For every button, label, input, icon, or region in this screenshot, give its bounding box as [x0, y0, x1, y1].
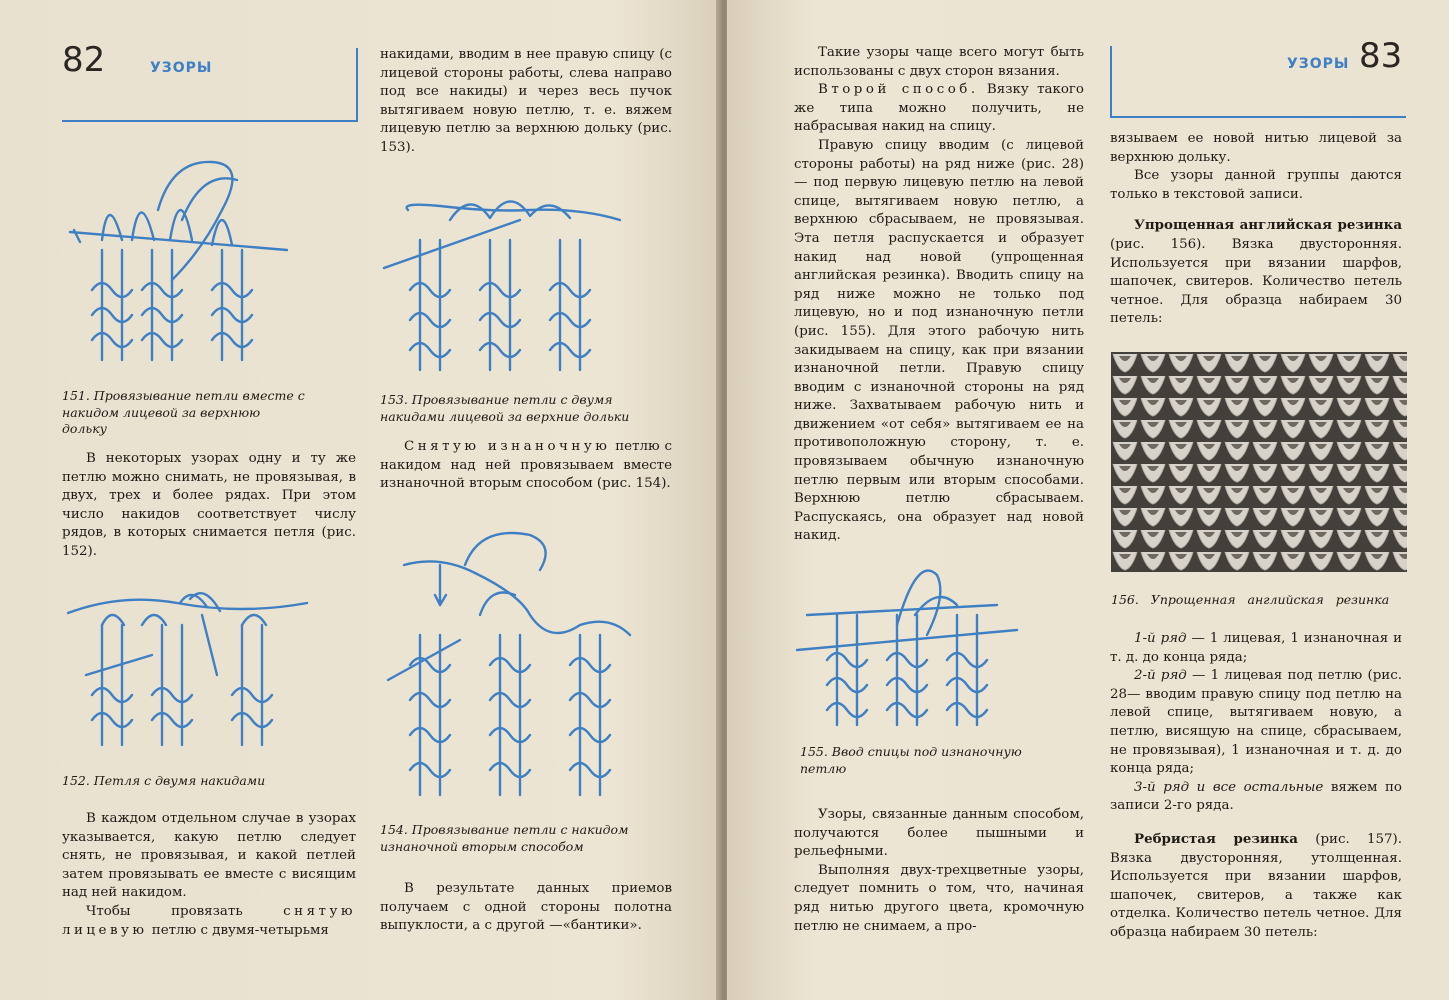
pattern-row: 1-й ряд — 1 лицевая, 1 изнаночная и т. д. до конца ряда;: [1110, 631, 1402, 665]
page-number: 83: [1359, 36, 1403, 76]
paragraph: Снятую изнаночную петлю с накидом над ней провязываем вместе изнаночной вторым способом (рис. 154).: [380, 439, 672, 492]
left-col1-text2: [62, 810, 356, 940]
fig152-caption: 152. Петля с двумя накидами: [62, 773, 266, 788]
paragraph: Ребристая резинка (рис. 157). Вязка двусторонняя, утолщенная. Используется при вязании шарфов, шапочек, свитеров, а также как отделка. Количество петель четное. Для образца набираем 30 петель:: [1110, 830, 1402, 940]
left-page: [0, 0, 722, 1000]
header-rule-vertical: [1110, 46, 1112, 118]
fig151-knitting-diagram-icon: [62, 150, 302, 380]
fig153-caption: 153. Провязывание петли с двумя накидами лицевой за верхние дольки: [380, 392, 630, 424]
section-heading: Упрощенная английская резинка: [1134, 217, 1402, 234]
fig151-caption: 151. Провязывание петли вместе с накидом лицевой за верхнюю дольку: [62, 388, 305, 436]
paragraph: вязываем ее новой нитью лицевой за верхнюю дольку.: [1110, 131, 1402, 165]
paragraph: Узоры, связанные данным способом, получаются более пышными и рельефными.: [794, 807, 1084, 860]
paragraph: Второй способ. Вязку такого же типа можно получить, не набрасывая накид на спицу.: [794, 82, 1084, 135]
right-col1-text2: [794, 806, 1084, 936]
paragraph: В результате данных приемов получаем с одной стороны полотна выпуклости, а с другой —«бантики».: [380, 881, 672, 934]
left-col2-para1: [380, 46, 672, 158]
paragraph: накидами, вводим в нее правую спицу (с лицевой стороны работы, слева направо под все накиды) и через весь пучок вытягиваем новую петлю, т. е. вяжем лицевую петлю за верхнюю дольку (рис. 153).: [380, 47, 672, 155]
right-page: [727, 0, 1449, 1000]
left-col2-para3: [380, 880, 672, 936]
right-col1-text: [794, 44, 1084, 546]
paragraph: Все узоры данной группы даются только в текстовой записи.: [1110, 168, 1402, 202]
header-rule: [1110, 116, 1406, 118]
fig153-knitting-diagram-icon: [380, 180, 630, 375]
fig154-knitting-diagram-icon: [380, 525, 650, 810]
running-head: УЗОРЫ: [150, 60, 213, 76]
fig152-knitting-diagram-icon: [62, 585, 312, 760]
paragraph: Упрощенная английская резинка (рис. 156). Вязка двусторонняя. Используется при вязании шарфов, шапочек, свитеров. Количество петель четное. Для образца набираем 30 петель:: [1110, 217, 1402, 327]
right-col2-text1: [1110, 130, 1402, 329]
pattern-row: 3-й ряд и все остальные вяжем по записи 2-го ряда.: [1110, 779, 1402, 814]
fig155-caption: 155. Ввод спицы под изнаночную петлю: [800, 744, 1022, 776]
paragraph: В некоторых узорах одну и ту же петлю можно снимать, не провязывая, в двух, трех и более рядах. При этом число накидов соответствует числу рядов, в которых снимается петля (рис. 152).: [62, 451, 356, 559]
pattern-row: 2-й ряд — 1 лицевая под петлю (рис. 28— вводим правую спицу под петлю на левой спице, вытягиваем новую, а петлю, висящую на спице, сбрасываем, не провязывая), 1 изнаночная и т. д. до конца ряда;: [1110, 668, 1402, 777]
fig156-caption: 156. Упрощенная английская резинка: [1111, 592, 1390, 607]
paragraph: Правую спицу вводим (с лицевой стороны работы) на ряд ниже (рис. 28)— под первую лицевую петлю на левой спице, вытягиваем новую петлю, а верхнюю сбрасываем, не провязывая. Эта петля распускается и образует накид над новой (упрощенная английская резинка). Вводить спицу на ряд ниже можно не только под лицевую, но и под изнаночную петли (рис. 155). Для этого рабочую нить закидываем на спицу, как при вязании изнаночной петли. Правую спицу вводим с изнаночной стороны на ряд ниже. Захватываем рабочую нить и движением «от себя» вытягиваем ее на противоположную сторону, т. е. провязываем обычную изнаночную петлю первым или вторым способами. Верхнюю петлю сбрасываем. Распускаясь, она образует над новой накид.: [794, 137, 1084, 544]
paragraph: Чтобы провязать снятую лицевую петлю с двумя-четырьмя: [62, 903, 356, 938]
header-rule-vertical: [356, 48, 358, 122]
left-col1-para1: [62, 450, 356, 562]
header-rule: [62, 120, 358, 122]
section-heading: Ребристая резинка: [1134, 830, 1298, 847]
left-col2-para2: [380, 438, 672, 494]
fig155-knitting-diagram-icon: [797, 555, 1022, 730]
paragraph: Такие узоры чаще всего могут быть использованы с двух сторон вязания.: [794, 45, 1084, 79]
paragraph: Выполняя двух-трехцветные узоры, следует помнить о том, что, начиная ряд нитью другого цвета, кромочную петлю не снимаем, а про-: [794, 862, 1084, 934]
page-number: 82: [62, 40, 106, 80]
knit-texture: [1111, 352, 1407, 572]
fig156-knit-fabric-photo: [1111, 352, 1407, 572]
running-head: УЗОРЫ: [1287, 56, 1350, 72]
paragraph: В каждом отдельном случае в узорах указывается, какую петлю следует снять, не провязывая, и какой петлей затем провязывать ее вместе с висящим над ней накидом.: [62, 811, 356, 901]
fig154-caption: 154. Провязывание петли с накидом изнаночной вторым способом: [380, 822, 629, 854]
right-col2-rows: [1110, 630, 1402, 943]
